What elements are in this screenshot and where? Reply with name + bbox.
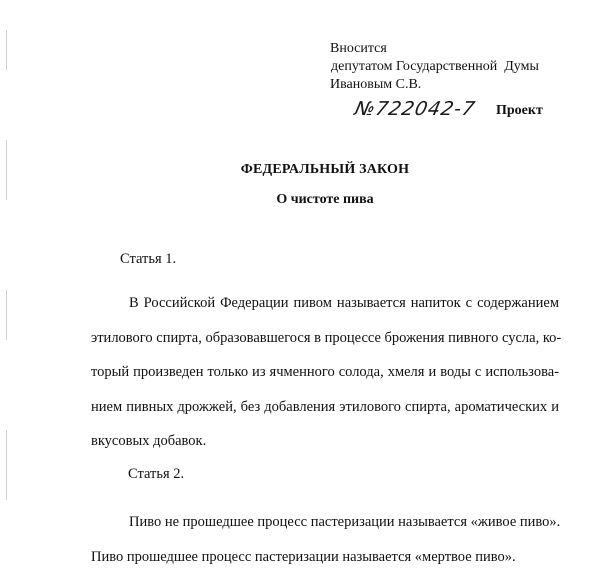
- introduced-by-line: Вносится: [330, 41, 387, 56]
- article-paragraph: [91, 505, 559, 574]
- introduced-by-block: [330, 40, 539, 94]
- paragraph-line: Пиво прошедшее процесс пастеризации называется «мертвое пиво».: [91, 548, 516, 565]
- paragraph-line: торый произведен только из ячменного солода, хмеля и воды с использова-: [91, 364, 559, 380]
- handwritten-registration-number: №722042-7: [352, 98, 478, 120]
- introduced-by-line: депутатом Государственной Думы: [331, 59, 539, 74]
- article-heading: Статья 2.: [128, 466, 185, 482]
- paragraph-line: нием пивных дрожжей, без добавления этилового спирта, ароматических и: [91, 398, 559, 415]
- scan-edge-mark: [6, 30, 7, 70]
- law-subtitle: О чистоте пива: [276, 192, 374, 207]
- paragraph-line: Пиво не прошедшее процесс пастеризации называется «живое пиво».: [129, 514, 561, 530]
- paragraph-line: вкусовых добавок.: [91, 433, 207, 449]
- introduced-by-line: Ивановым С.В.: [330, 77, 422, 92]
- scan-edge-mark: [6, 430, 7, 500]
- article-paragraph: [91, 286, 562, 459]
- law-title: ФЕДЕРАЛЬНЫЙ ЗАКОН: [240, 162, 410, 177]
- paragraph-line: этилового спирта, образовавшегося в процессе брожения пивного сусла, ко-: [91, 329, 562, 346]
- article-heading: Статья 1.: [120, 251, 177, 267]
- status-label: Проект: [496, 103, 543, 118]
- scan-edge-mark: [6, 290, 7, 340]
- paragraph-line: В Российской Федерации пивом называется напиток с содержанием: [129, 295, 559, 311]
